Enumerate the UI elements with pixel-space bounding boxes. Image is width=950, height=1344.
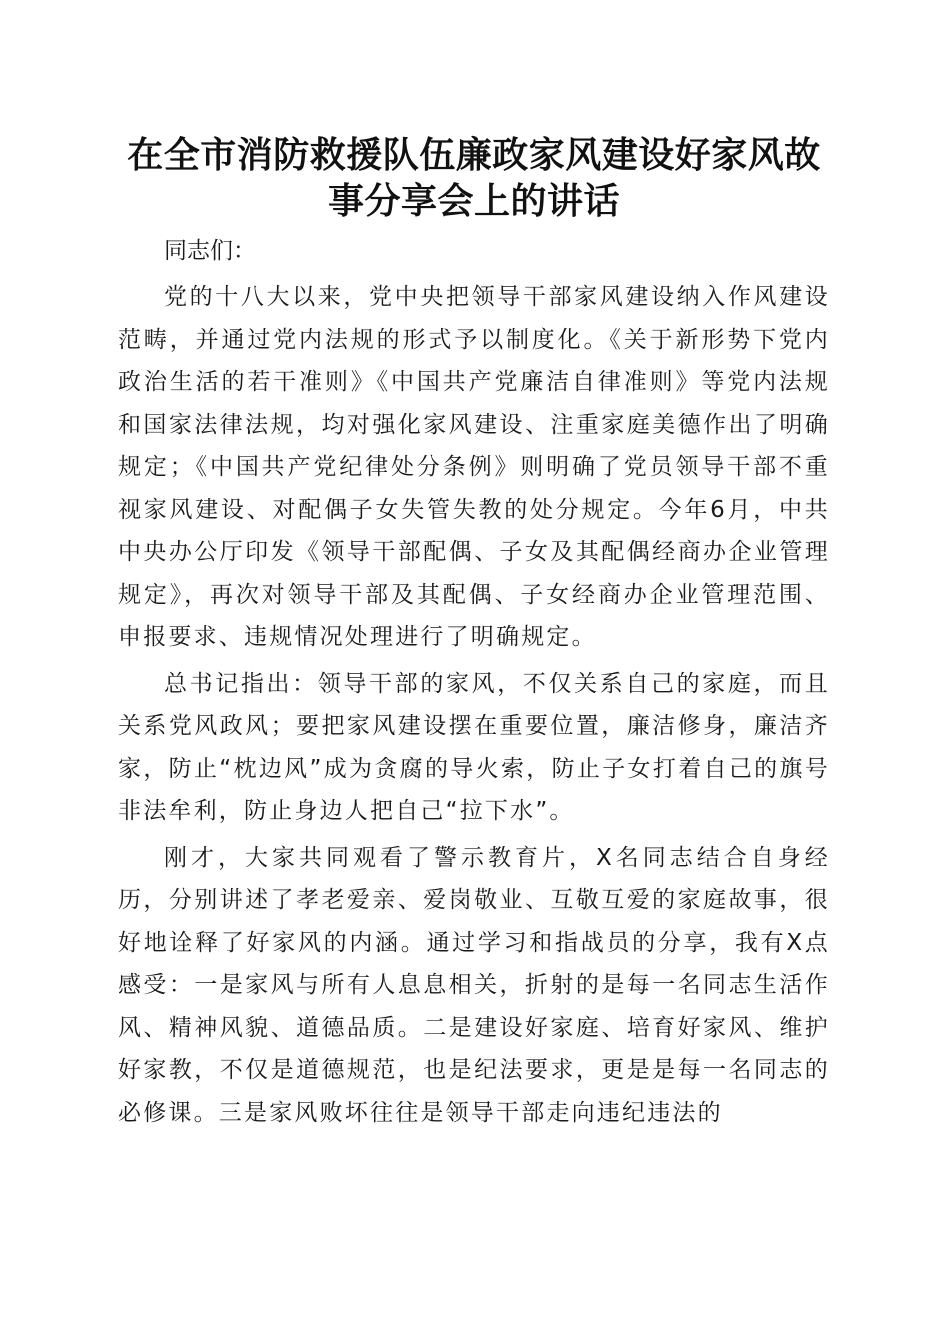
paragraph-1: 党的十八大以来，党中央把领导干部家风建设纳入作风建设范畴，并通过党内法规的形式予以制度化。《关于新形势下党内政治生活的若干准则》《中国共产党廉洁自律准则》等党内法规和国家法律法规，均对强化家风建设、注重家庭美德作出了明确规定；《中国共产党纪律处分条例》则明确了党员领导干部不重视家风建设、对配偶子女失管失教的处分规定。今年6月，中共中央办公厅印发《领导干部配偶、子女及其配偶经商办企业管理规定》，再次对领导干部及其配偶、子女经商办企业管理范围、申报要求、违规情况处理进行了明确规定。: [118, 284, 830, 650]
paragraph-3: 刚才，大家共同观看了警示教育片，X名同志结合自身经历，分别讲述了孝老爱亲、爱岗敬业、互敬互爱的家庭故事，很好地诠释了好家风的内涵。通过学习和指战员的分享，我有X点感受：一是家风与所有人息息相关，折射的是每一名同志生活作风、精神风貌、道德品质。二是建设好家庭、培育好家风、维护好家教，不仅是道德规范，也是纪法要求，更是是每一名同志的必修课。三是家风败坏往往是领导干部走向违纪违法的: [118, 844, 830, 1126]
document-title: 在全市消防救援队伍廉政家风建设好家风故事分享会上的讲话: [127, 134, 821, 222]
salutation: 同志们：: [164, 238, 256, 264]
paragraph-2: 总书记指出：领导干部的家风，不仅关系自己的家庭，而且关系党风政风；要把家风建设摆在重要位置，廉洁修身，廉洁齐家，防止“枕边风”成为贪腐的导火索，防止子女打着自己的旗号非法牟利，防止身边人把自己“拉下水”。: [118, 670, 830, 824]
document-page: [118, 132, 830, 1134]
